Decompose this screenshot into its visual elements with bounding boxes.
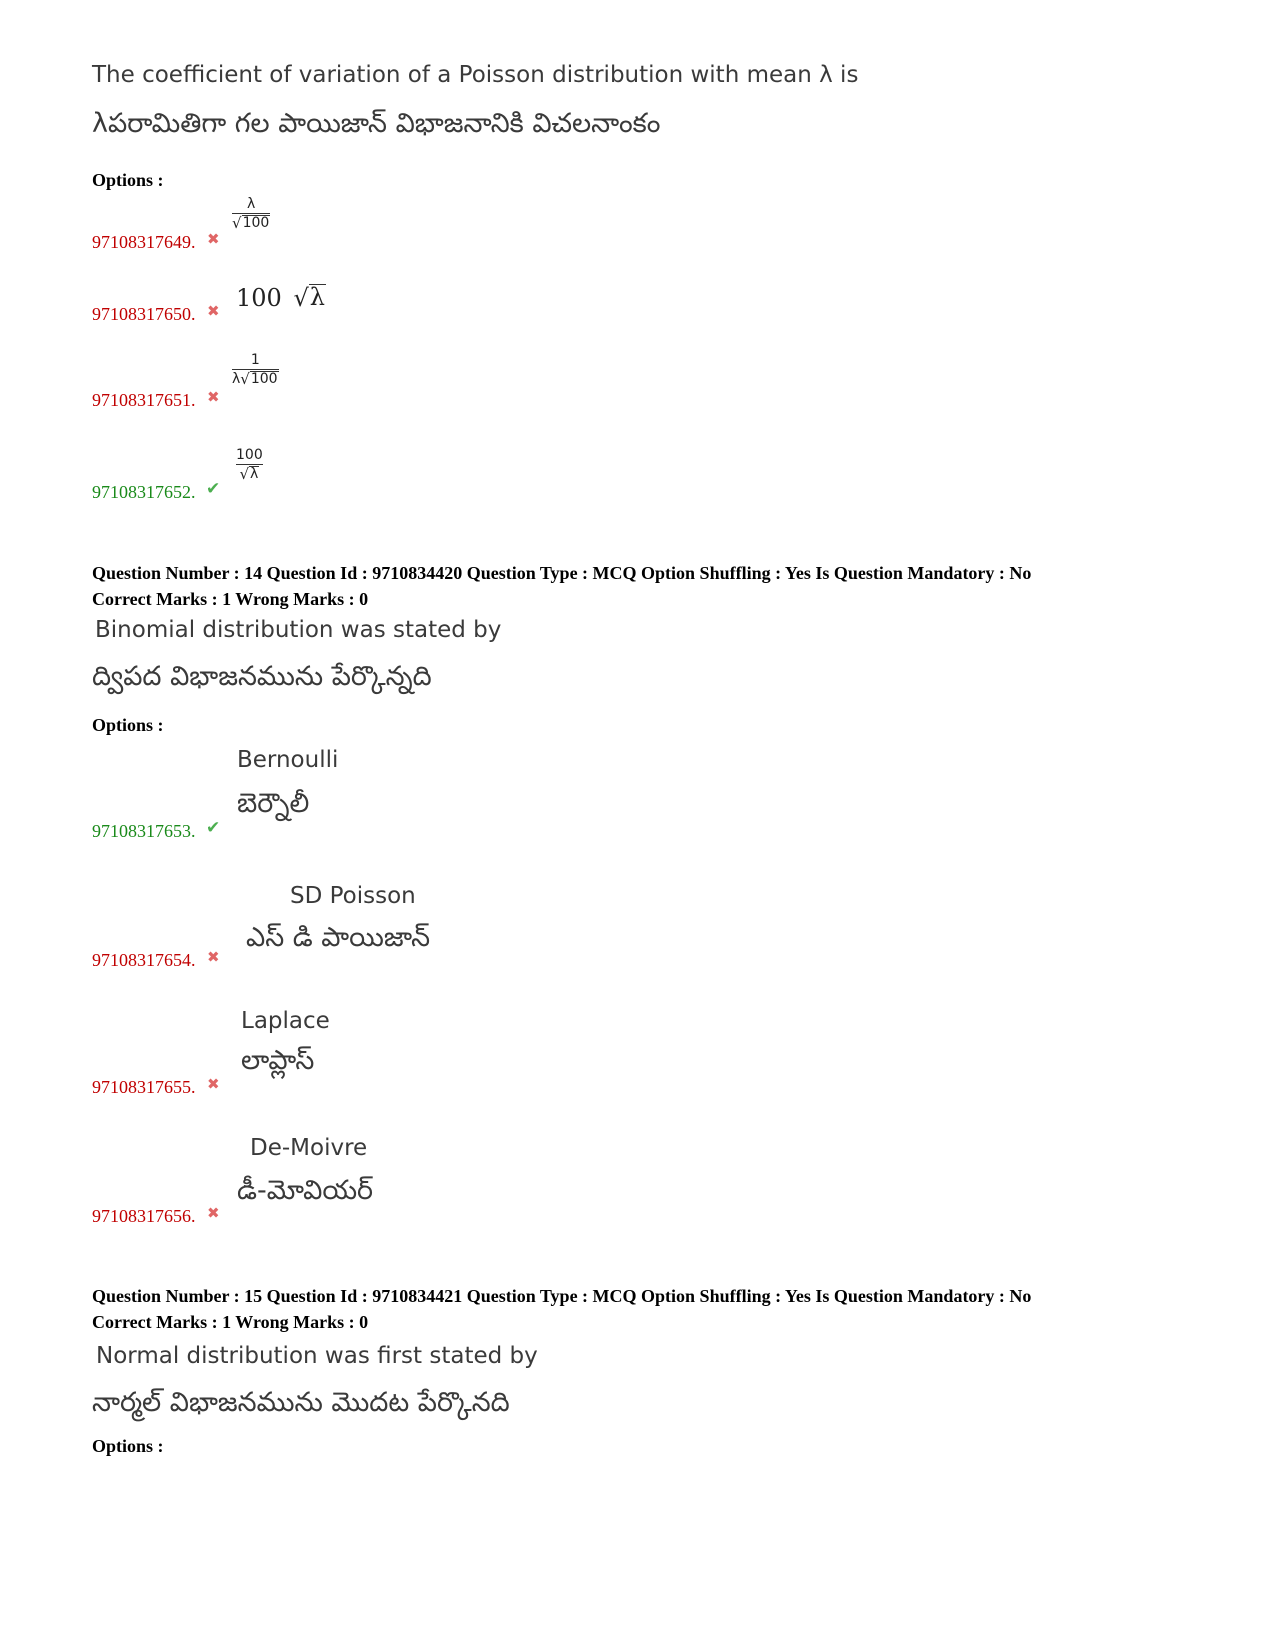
option-math-fraction	[236, 447, 263, 482]
q15-text-te: నార్మల్ విభాజనమును మొదట పేర్కొనది	[92, 1387, 510, 1418]
sqrt-sign: √	[239, 465, 249, 483]
q14-header-line2: Correct Marks : 1 Wrong Marks : 0	[92, 589, 369, 609]
option-id: 97108317651.	[92, 390, 196, 410]
den-prefix: λ	[232, 371, 241, 387]
q13-text-en: The coefficient of variation of a Poisson distribution with mean λ is	[92, 62, 859, 88]
q14-options-label: Options :	[92, 715, 164, 735]
wrong-mark-icon: ✖	[207, 302, 220, 320]
fraction-bar	[232, 369, 279, 370]
coefficient: 100	[236, 284, 282, 312]
option-id: 97108317654.	[92, 950, 196, 970]
sqrt-expression	[293, 284, 326, 312]
sqrt-sign: √	[293, 284, 309, 312]
option-id: 97108317656.	[92, 1206, 196, 1226]
q13-text-te: λపరామితిగా గల పాయిజాన్ విభాజనానికి విచలనాంకం	[92, 108, 661, 139]
correct-mark-icon: ✔	[206, 479, 221, 499]
wrong-mark-icon: ✖	[207, 1204, 220, 1222]
fraction-numerator: λ	[247, 196, 256, 212]
option-text-en: Laplace	[241, 1008, 330, 1034]
radicand: 100	[250, 371, 278, 387]
q14-text-en: Binomial distribution was stated by	[95, 617, 502, 643]
option-text-te: డీ-మోవియర్	[237, 1175, 374, 1206]
q15-options-label: Options :	[92, 1436, 164, 1456]
q14-header-line1: Question Number : 14 Question Id : 9710834420 Question Type : MCQ Option Shuffling : Yes Is Question Mandatory : No	[92, 563, 1032, 583]
option-text-en: Bernoulli	[237, 747, 339, 773]
radicand: 100	[242, 215, 270, 231]
option-id: 97108317650.	[92, 304, 196, 324]
wrong-mark-icon: ✖	[207, 1075, 220, 1093]
wrong-mark-icon: ✖	[207, 388, 220, 406]
wrong-mark-icon: ✖	[207, 230, 220, 248]
radicand: λ	[250, 466, 259, 482]
option-id: 97108317653.	[92, 821, 196, 841]
q15-header-line2: Correct Marks : 1 Wrong Marks : 0	[92, 1312, 369, 1332]
option-text-te: లాప్లాస్	[241, 1045, 315, 1076]
option-text-te: బెర్నౌలీ	[237, 788, 310, 819]
radicand: λ	[309, 283, 325, 311]
option-math-expression	[236, 284, 326, 312]
option-math-fraction	[232, 352, 279, 387]
fraction-numerator: 1	[250, 352, 260, 368]
option-math-fraction	[232, 196, 270, 231]
sqrt-sign: √	[232, 214, 242, 232]
fraction-denominator	[239, 466, 259, 482]
q13-options-label: Options :	[92, 170, 164, 190]
q15-header-line1: Question Number : 15 Question Id : 9710834421 Question Type : MCQ Option Shuffling : Yes Is Question Mandatory : No	[92, 1286, 1032, 1306]
option-id: 97108317652.	[92, 482, 196, 502]
wrong-mark-icon: ✖	[207, 948, 220, 966]
option-id: 97108317649.	[92, 232, 196, 252]
fraction-denominator	[232, 215, 270, 231]
q15-text-en: Normal distribution was first stated by	[96, 1343, 538, 1369]
option-text-te: ఎస్ డి పాయిజాన్	[246, 922, 431, 953]
sqrt-sign: √	[240, 370, 250, 388]
fraction-numerator: 100	[236, 447, 263, 463]
correct-mark-icon: ✔	[206, 818, 221, 838]
option-id: 97108317655.	[92, 1077, 196, 1097]
q14-text-te: ద్విపద విభాజనమును పేర్కొన్నది	[92, 661, 432, 692]
fraction-denominator	[232, 371, 279, 387]
option-text-en: SD Poisson	[290, 883, 416, 909]
option-text-en: De-Moivre	[250, 1135, 368, 1161]
